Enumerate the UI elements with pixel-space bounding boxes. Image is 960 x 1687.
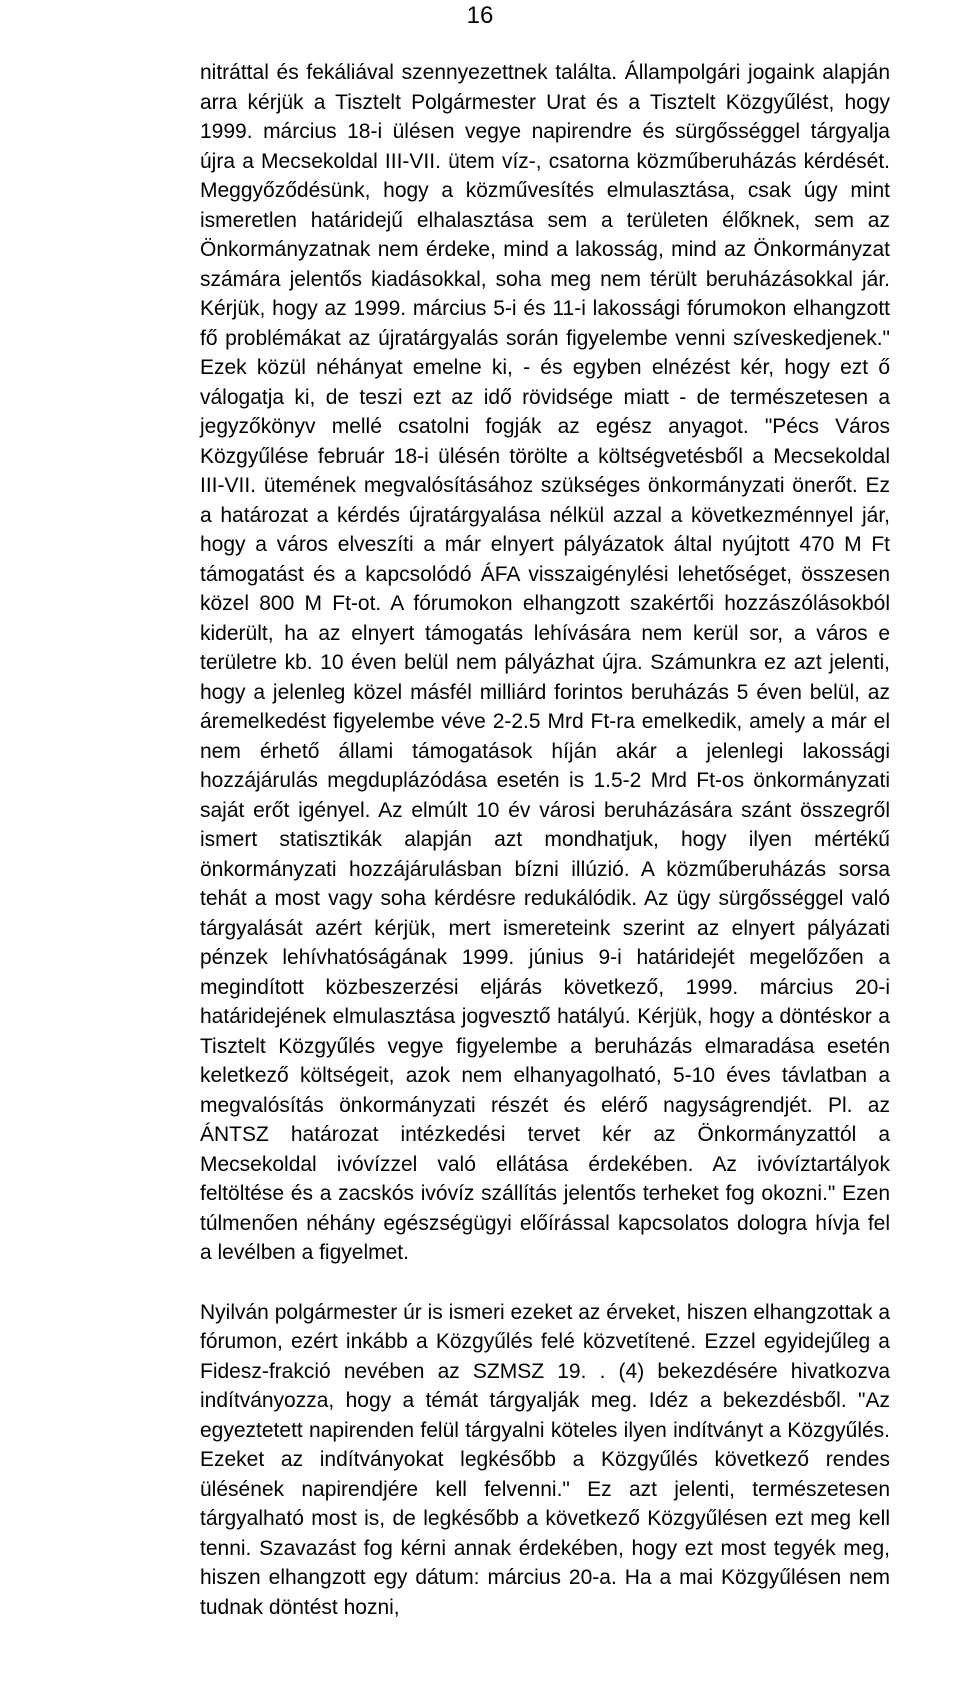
paragraph-1: nitráttal és fekáliával szennyezettnek találta. Állampolgári jogaink alapján arra kérjük a Tisztelt Polgármester Urat és a Tisztelt Közgyűlést, hogy 1999. március 18-i ülésen vegye napirendre és sürgősséggel tárgyalja újra a Mecsekoldal III-VII. ütem víz-, csatorna közműberuházás kérdését. Meggyőződésünk, hogy a közművesítés elmulasztása, csak úgy mint ismeretlen határidejű elhalasztása sem a területen élőknek, sem az Önkormányzatnak nem érdeke, mind a lakosság, mind az Önkormányzat számára jelentős kiadásokkal, soha meg nem térült beruházásokkal jár. Kérjük, hogy az 1999. március 5-i és 11-i lakossági fórumokon elhangzott fő problémákat az újratárgyalás során figyelembe venni szíveskedjenek." Ezek közül néhányat emelne ki, - és egyben elnézést kér, hogy ezt ő válogatja ki, de teszi ezt az idő rövidsége miatt - de természetesen a jegyzőkönyv mellé csatolni fogják az egész anyagot. "Pécs Város Közgyűlése február 18-i ülésén törölte a költségvetésből a Mecsekoldal III-VII. ütemének megvalósításához szükséges önkormányzati önerőt. Ez a határozat a kérdés újratárgyalása nélkül azzal a következménnyel jár, hogy a város elveszíti a már elnyert pályázatok által nyújtott 470 M Ft támogatást és a kapcsolódó ÁFA visszaigénylési lehetőséget, összesen közel 800 M Ft-ot. A fórumokon elhangzott szakértői hozzászólásokból kiderült, ha az elnyert támogatás lehívására nem kerül sor, a város e területre kb. 10 éven belül nem pályázhat újra. Számunkra ez azt jelenti, hogy a jelenleg közel másfél milliárd forintos beruházás 5 éven belül, az áremelkedést figyelembe véve 2-2.5 Mrd Ft-ra emelkedik, amely a már el nem érhető állami támogatások híján akár a jelenlegi lakossági hozzájárulás megduplázódása esetén is 1.5-2 Mrd Ft-os önkormányzati saját erőt igényel. Az elmúlt 10 év városi beruházására szánt összegről ismert statisztikák alapján azt mondhatjuk, hogy ilyen mértékű önkormányzati hozzájárulásban bízni illúzió. A közműberuházás sorsa tehát a most vagy soha kérdésre redukálódik. Az ügy sürgősséggel való tárgyalását azért kérjük, mert ismereteink szerint az elnyert pályázati pénzek lehívhatóságának 1999. június 9-i határidejét megelőzően a megindított közbeszerzési eljárás következő, 1999. március 20-i határidejének elmulasztása jogvesztő hatályú. Kérjük, hogy a döntéskor a Tisztelt Közgyűlés vegye figyelembe a beruházás elmaradása esetén keletkező költségeit, azok nem elhanyagolható, 5-10 éves távlatban a megvalósítás önkormányzati részét és elérő nagyságrendjét. Pl. az ÁNTSZ határozat intézkedési tervet kér az Önkormányzattól a Mecsekoldal ivóvízzel való ellátása érdekében. Az ivóvíztartályok feltöltése és a zacskós ivóvíz szállítás jelentős terheket fog okozni." Ezen túlmenően néhány egészségügyi előírással kapcsolatos dologra hívja fel a levélben a figyelmet. xyxy=(200,61,890,1264)
paragraph-2: Nyilván polgármester úr is ismeri ezeket az érveket, hiszen elhangzottak a fórumon, ezért inkább a Közgyűlés felé közvetítené. Ezzel egyidejűleg a Fidesz-frakció nevében az SZMSZ 19. . (4) bekezdésére hivatkozva indítványozza, hogy a témát tárgyalják meg. Idéz a bekezdésből. "Az egyeztetett napirenden felül tárgyalni köteles ilyen indítványt a Közgyűlés. Ezeket az indítványokat legkésőbb a Közgyűlés következő rendes ülésének napirendjére kell felvenni." Ez azt jelenti, természetesen tárgyalható most is, de legkésőbb a következő Közgyűlésen ezt meg kell tenni. Szavazást fog kérni annak érdekében, hogy ezt most tegyék meg, hiszen elhangzott egy dátum: március 20-a. Ha a mai Közgyűlésen nem tudnak döntést hozni, xyxy=(200,1300,890,1619)
page-number: 16 xyxy=(466,2,494,29)
document-body xyxy=(200,58,890,1622)
